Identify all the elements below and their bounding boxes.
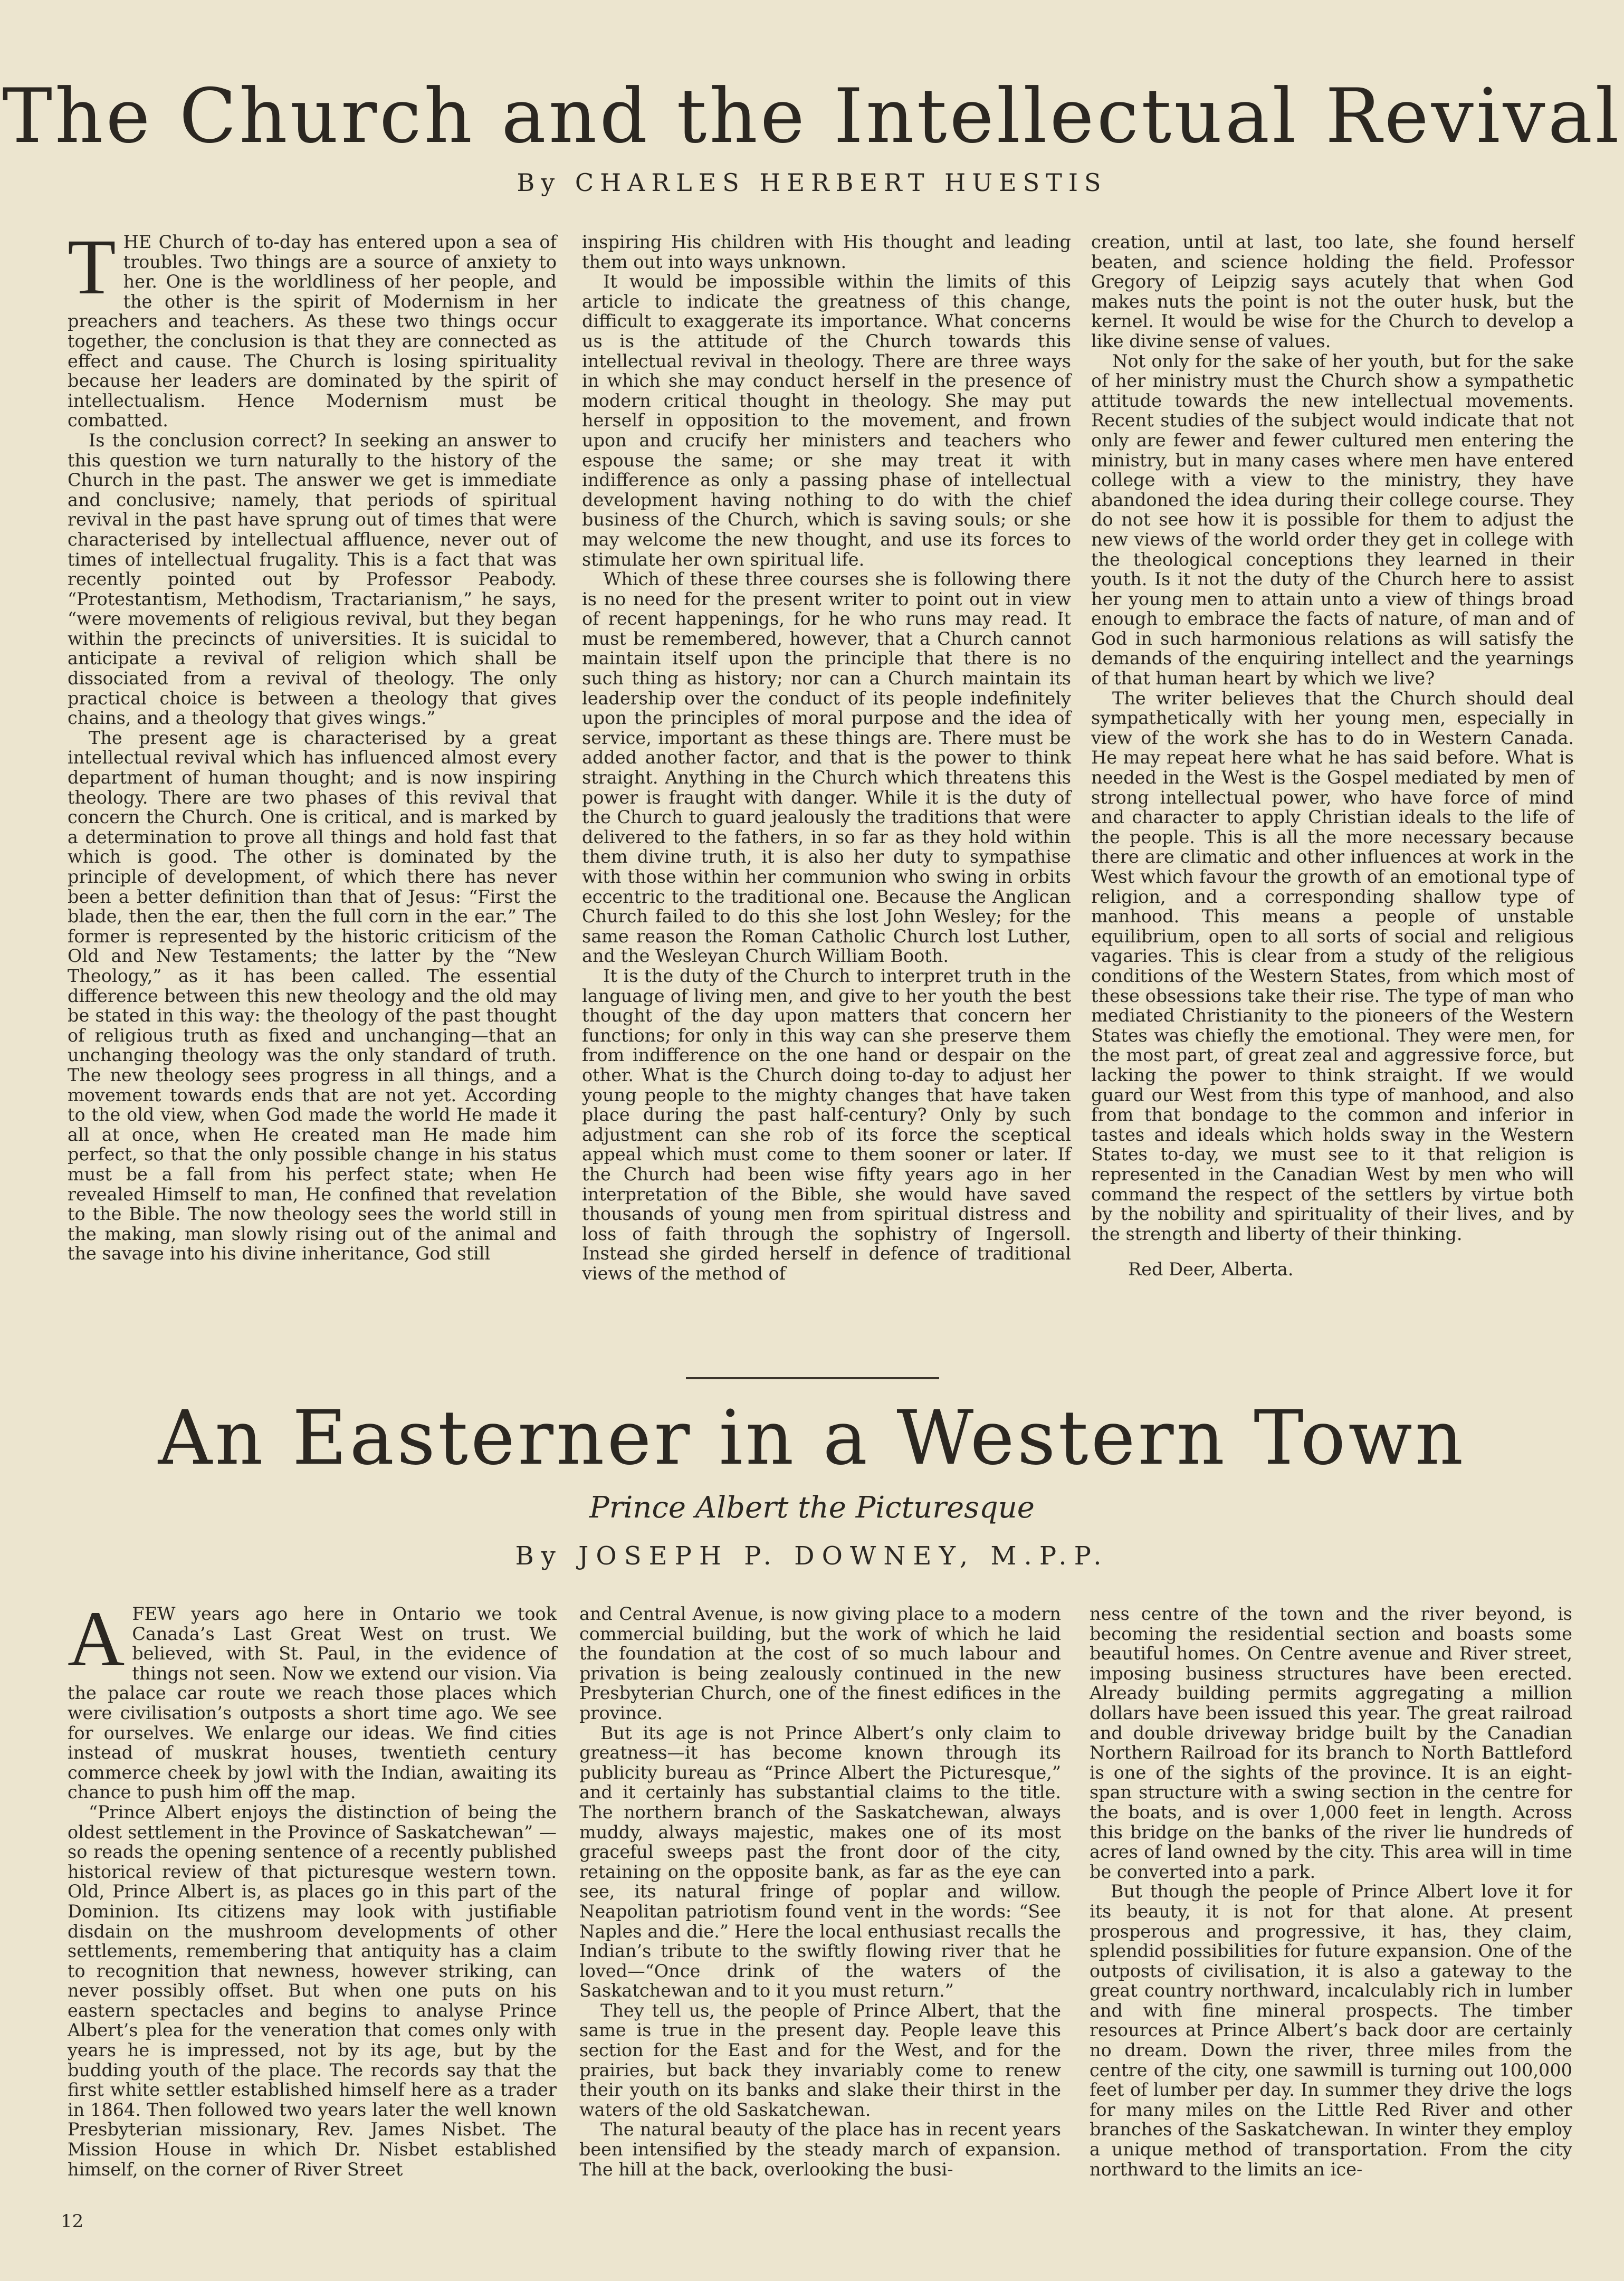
article2-paragraph: But its age is not Prince Albert’s only claim to greatness—it has become known through its publicity bureau as “Prince Albert the Picturesque,” and it certainly has substantial claims to the title. The northern branch of the Saskatchewan, always muddy, always majestic, makes one of its most graceful sweeps past the front door of the city, retaining on the opposite bank, as far as the eye can see, its natural fringe of poplar and willow. Neapolitan patriotism found vent in the words: “See Naples and die.” Here the local enthusiast recalls the Indian’s tribute to the swiftly flowing river that he loved—“Once drink of the waters of the Saskatchewan and to it you must return.” <box>579 1722 1061 2001</box>
article2-subtitle: Prince Albert the Picturesque <box>589 1491 1035 1525</box>
article2-paragraph <box>68 1595 557 1803</box>
article1-paragraph: The present age is characterised by a great intellectual revival which has influenced almost every department of human thought; and is now inspiring theology. There are two phases of this revival that concern the Church. One is critical, and is marked by a determination to prove all things and hold fast that which is good. The other is dominated by the principle of development, of which there has never been a better definition than that of Jesus: “First the blade, then the ear, then the full corn in the ear.” The former is represented by the historic criticism of the Old and New Testaments; the latter by the “New Theology,” as it has been called. The essential difference between this new theology and the old may be stated in this way: the theology of the past thought of religious truth as fixed and unchanging—that an unchanging theology was the only standard of truth. The new theology sees progress in all things, and a movement towards ends that are not yet. According to the old view, when God made the world He made it all at once, when He created man He made him perfect, so that the only possible change in his status must be a fall from his perfect state; when He revealed Himself to man, He confined that revelation to the Bible. The now theology sees the world still in the making, man slowly rising out of the animal and the savage into his divine inheritance, God still <box>68 727 557 1264</box>
article2-column-2 <box>579 1604 1061 2179</box>
article2-paragraph: They tell us, the people of Prince Albert, that the same is true in the present day. People leave this section for the East and for the West, and for the prairies, but back they invariably come to renew their youth on its banks and slake their thirst in the waters of the old Saskatchewan. <box>579 2000 1061 2120</box>
article2-paragraph: “Prince Albert enjoys the distinction of being the oldest settlement in the Province of Saskatchewan” —so reads the opening sentence of a recently published historical review of that picturesque western town. Old, Prince Albert is, as places go in this part of the Dominion. Its citizens may look with justifiable disdain on the mushroom developments of other settlements, remembering that antiquity has a claim to recognition that newness, however striking, can never possibly offset. But when one puts on his eastern spectacles and begins to analyse Prince Albert’s plea for the veneration that comes only with years he is impressed, not by its age, but by the budding youth of the place. The records say that the first white settler established himself here as a trader in 1864. Then followed two years later the well known Presbyterian missionary, Rev. James Nisbet. The Mission House in which Dr. Nisbet established himself, on the corner of River Street <box>68 1801 557 2180</box>
article1-paragraph <box>68 223 557 431</box>
article2-column-1 <box>68 1595 557 2180</box>
article1-column-2 <box>582 232 1071 1283</box>
article2-column-3 <box>1090 1604 1572 2179</box>
article1-paragraph: inspiring His children with His thought and leading them out into ways unknown. <box>582 232 1071 272</box>
article1-paragraph: Not only for the sake of her youth, but for the sake of her ministry must the Church show a sympathetic attitude towards the new intellectual movements. Recent studies of the subject would indicate that not only are fewer and fewer cultured men entering the ministry, but in many cases where men have entered college with a view to the ministry, they have abandoned the idea during their college course. They do not see how it is possible for them to adjust the new views of the world order they get in college with the theological conceptions they learned in their youth. Is it not the duty of the Church here to assist her young men to attain unto a view of things broad enough to embrace the facts of nature, of man and of God in such harmonious relations as will satisfy the demands of the enquiring intellect and the yearnings of that human heart by which we live? <box>1091 350 1574 689</box>
section-divider <box>686 1377 939 1379</box>
article2-byline: By JOSEPH P. DOWNEY, M.P.P. <box>515 1541 1109 1571</box>
article2-dropcap: A <box>68 1595 125 1683</box>
article1-column-3 <box>1091 232 1574 1280</box>
article1-paragraph-text: HE Church of to-day has entered upon a sea of troubles. Two things are a source of anxiety to her. One is the worldliness of her people, and the other is the spirit of Modernism in her preachers and teachers. As these two things occur together, the conclusion is that they are connected as effect and cause. The Church is losing spirituality because her leaders are dominated by the spirit of intellectualism. Hence Modernism must be combatted. <box>68 232 557 431</box>
article2-paragraph: ness centre of the town and the river beyond, is becoming the residential section and boasts some beautiful homes. On Centre avenue and River street, imposing business structures have been erected. Already building permits aggregating a million dollars have been issued this year. The great railroad and double driveway bridge built by the Canadian Northern Railroad for its branch to North Battleford is one of the sights of the province. It is an eight-span structure with a swing section in the centre for the boats, and is over 1,000 feet in length. Across this bridge on the banks of the river lie hundreds of acres of land owned by the city. This area will in time be converted into a park. <box>1090 1604 1572 1882</box>
article1-title: The Church and the Intellectual Revival <box>2 73 1622 160</box>
article1-paragraph: Which of these three courses she is following there is no need for the present writer to point out in view of recent happenings, for he who runs may read. It must be remembered, however, that a Church cannot maintain itself upon the principle that there is no such thing as history; nor can a Church maintain its leadership over the conduct of its people indefinitely upon the principles of moral purpose and the idea of service, important as these things are. There must be added another factor, and that is the power to think straight. Anything in the Church which threatens this power is fraught with danger. While it is the duty of the Church to guard jealously the traditions that were delivered to the fathers, in so far as they hold within them divine truth, it is also her duty to sympathise with those within her communion who swing in orbits eccentric to the traditional one. Because the Anglican Church failed to do this she lost John Wesley; for the same reason the Roman Catholic Church lost Luther, and the Wesleyan Church William Booth. <box>582 569 1071 967</box>
article2-paragraph: But though the people of Prince Albert love it for its beauty, it is not for that alone. At present prosperous and progressive, it has, they claim, splendid possibilities for future expansion. One of the outposts of civilisation, it is also a gateway to the great country northward, incalculably rich in lumber and with fine mineral prospects. The timber resources at Prince Albert’s back door are certainly no dream. Down the river, three miles from the centre of the city, one sawmill is turning out 100,000 feet of lumber per day. In summer they drive the logs for many miles on the Little Red River and other branches of the Saskatchewan. In winter they employ a unique method of transportation. From the city northward to the limits an ice- <box>1090 1881 1572 2180</box>
article1-paragraph: creation, until at last, too late, she found herself beaten, and science holding the field. Professor Gregory of Leipzig says acutely that when God makes nuts the point is not the outer husk, but the kernel. It would be wise for the Church to develop a like divine sense of values. <box>1091 232 1574 351</box>
article2-title: An Easterner in a Western Town <box>158 1395 1466 1482</box>
page-number: 12 <box>61 2211 84 2232</box>
article1-byline: By CHARLES HERBERT HUESTIS <box>517 168 1107 197</box>
article1-paragraph: It would be impossible within the limits of this article to indicate the greatness of this change, difficult to exaggerate its importance. What concerns us is the attitude of the Church towards this intellectual revival in theology. There are three ways in which she may conduct herself in the presence of modern critical thought in theology. She may put herself in opposition to the movement, and frown upon and crucify her ministers and teachers who espouse the same; or she may treat it with indifference as only a passing phase of intellectual development having nothing to do with the chief business of the Church, which is saving souls; or she may welcome the new thought, and use its forces to stimulate her own spiritual life. <box>582 271 1071 570</box>
article1-paragraph: Is the conclusion correct? In seeking an answer to this question we turn naturally to the history of the Church in the past. The answer we get is immediate and conclusive; namely, that periods of spiritual revival in the past have sprung out of times that were characterised by intellectual affluence, never out of times of intellectual frugality. This is a fact that was recently pointed out by Professor Peabody. “Protestantism, Methodism, Tractarianism,” he says, “were movements of religious revival, but they began within the precincts of universities. It is suicidal to anticipate a revival of religion which shall be dissociated from a revival of theology. The only practical choice is between a theology that gives chains, and a theology that gives wings.” <box>68 430 557 729</box>
article2-paragraph: The natural beauty of the place has in recent years been intensified by the steady march of expansion. The hill at the back, overlooking the busi- <box>579 2119 1061 2180</box>
article1-signature: Red Deer, Alberta. <box>1128 1259 1294 1280</box>
article1-paragraph: The writer believes that the Church should deal sympathetically with her young men, especially in view of the work she has to do in Western Canada. He may repeat here what he has said before. What is needed in the West is the Gospel mediated by men of strong intellectual power, who have force of mind and character to apply Christian ideals to the life of the people. This is all the more necessary because there are climatic and other influences at work in the West which favour the growth of an emotional type of religion, and a corresponding shallow type of manhood. This means a people of unstable equilibrium, open to all sorts of social and religious vagaries. This is clear from a study of the religious conditions of the Western States, from which most of these obsessions take their rise. The type of man who mediated Christianity to the pioneers of the Western States was chiefly the emotional. They were men, for the most part, of great zeal and aggressive force, but lacking the power to think straight. If we would guard our West from this type of manhood, and also from that bondage to the common and inferior in tastes and ideals which holds sway in the Western States to-day, we must see to it that religion is represented in the Canadian West by men who will command the respect of the settlers by virtue both by the nobility and spirituality of their lives, and by the strength and liberty of their thinking. <box>1091 688 1574 1244</box>
article2-paragraph: and Central Avenue, is now giving place to a modern commercial building, but the work of which he laid the foundation at the cost of so much labour and privation is being zealously continued in the new Presbyterian Church, one of the finest edifices in the province. <box>579 1604 1061 1723</box>
article1-column-1 <box>68 223 557 1264</box>
article1-dropcap: T <box>68 223 116 311</box>
article2-paragraph-text: FEW years ago here in Ontario we took Canada’s Last Great West on trust. We believed, with St. Paul, in the evidence of things not seen. Now we extend our vision. Via the palace car route we reach those places which were civilisation’s outposts a short time ago. We see for ourselves. We enlarge our ideas. We find cities instead of muskrat houses, twentieth century commerce cheek by jowl with the Indian, awaiting its chance to push him off the map. <box>68 1604 557 1803</box>
article1-paragraph: It is the duty of the Church to interpret truth in the language of living men, and give to her youth the best thought of the day upon matters that concern her functions; for only in this way can she preserve them from indifference on the one hand or despair on the other. What is the Church doing to-day to adjust her young people to the mighty changes that have taken place during the past half-century? Only by such adjustment can she rob of its force the sceptical appeal which must come to them sooner or later. If the Church had been wise fifty years ago in her interpretation of the Bible, she would have saved thousands of young men from spiritual distress and loss of faith through the sophistry of Ingersoll. Instead she girded herself in defence of traditional views of the method of <box>582 965 1071 1284</box>
